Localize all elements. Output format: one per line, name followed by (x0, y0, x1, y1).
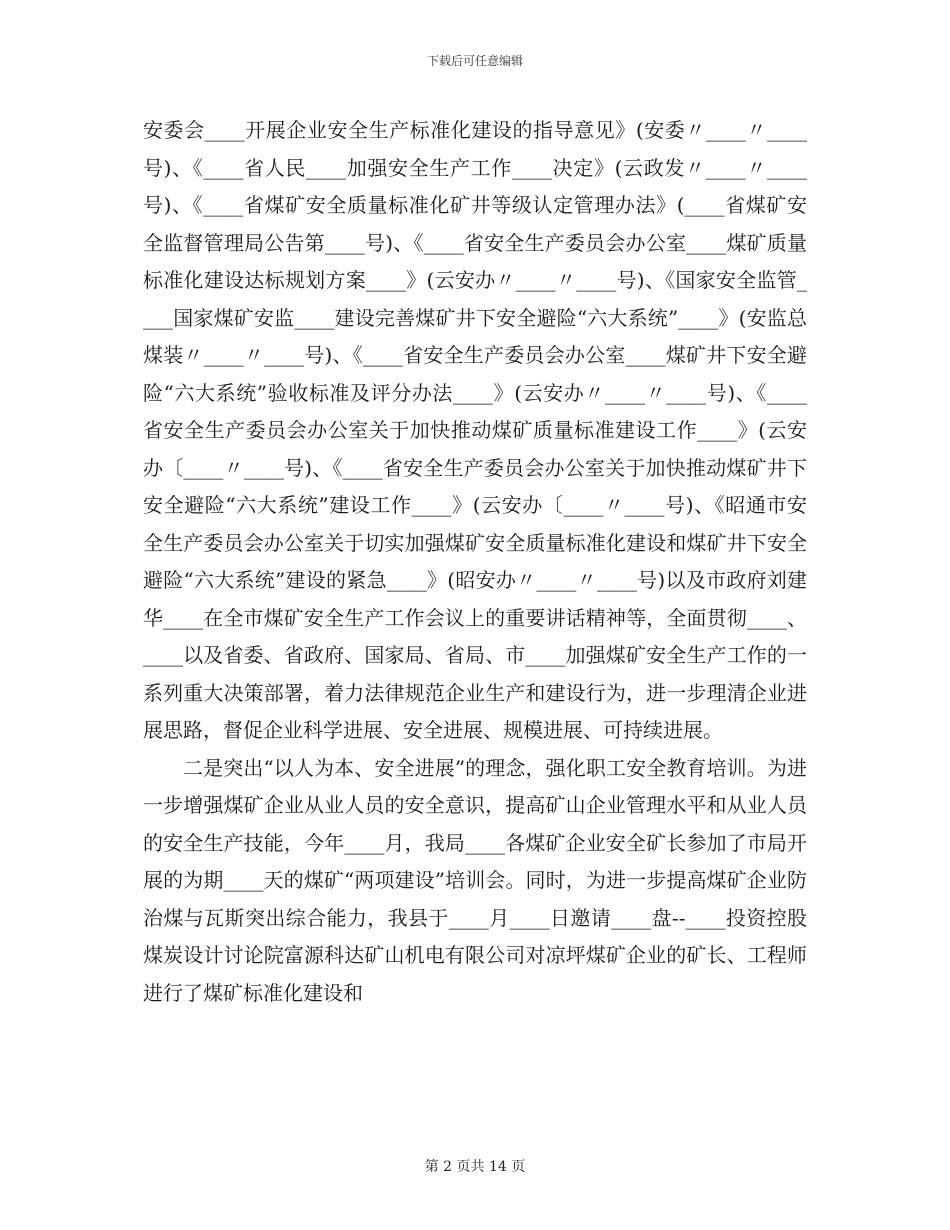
document-body (143, 112, 807, 1012)
paragraph-2: 二是突出“以人为本、安全进展”的理念，强化职工安全教育培训。为进一步增强煤矿企业从业人员的安全意识，提高矿山企业管理水平和从业人员的安全生产技能，今年____月，我局____各煤矿企业安全矿长参加了市局开展的为期____天的煤矿“两项建设”培训会。同时，为进一步提高煤矿企业防治煤与瓦斯突出综合能力，我县于____月____日邀请____盘--____投资控股煤炭设计讨论院富源科达矿山机电有限公司对凉坪煤矿企业的矿长、工程师进行了煤矿标准化建设和 (143, 755, 807, 1005)
page-header: 下载后可任意编辑 (426, 54, 523, 68)
paragraph-1: 安委会____开展企业安全生产标准化建设的指导意见》(安委〃____〃____号)、《____省人民____加强安全生产工作____决定》(云政发〃____〃____号)、《____省煤矿安全质量标准化矿井等级认定管理办法》(____省煤矿安全监督管理局公告第____号)、《____省安全生产委员会办公室____煤矿质量标准化建设达标规划方案____》(云安办〃____〃____号)、《国家安全监管____国家煤矿安监____建设完善煤矿井下安全避险“六大系统”____》(安监总煤装〃____〃____号)、《____省安全生产委员会办公室____煤矿井下安全避险“六大系统”验收标准及评分办法____》(云安办〃____〃____号)、《____省安全生产委员会办公室关于加快推动煤矿质量标准建设工作____》(云安办〔____〃____号)、《____省安全生产委员会办公室关于加快推动煤矿井下安全避险“六大系统”建设工作____》(云安办〔____〃____号)、《昭通市安全生产委员会办公室关于切实加强煤矿安全质量标准化建设和煤矿井下安全避险“六大系统”建设的紧急____》(昭安办〃____〃____号)以及市政府刘建华____在全市煤矿安全生产工作会议上的重要讲话精神等，全面贯彻____、____以及省委、省政府、国家局、省局、市____加强煤矿安全生产工作的一系列重大决策部署，着力法律规范企业生产和建设行为，进一步理清企业进展思路，督促企业科学进展、安全进展、规模进展、可持续进展。 (143, 118, 807, 742)
page-number: 第 2 页共 14 页 (424, 1159, 526, 1175)
